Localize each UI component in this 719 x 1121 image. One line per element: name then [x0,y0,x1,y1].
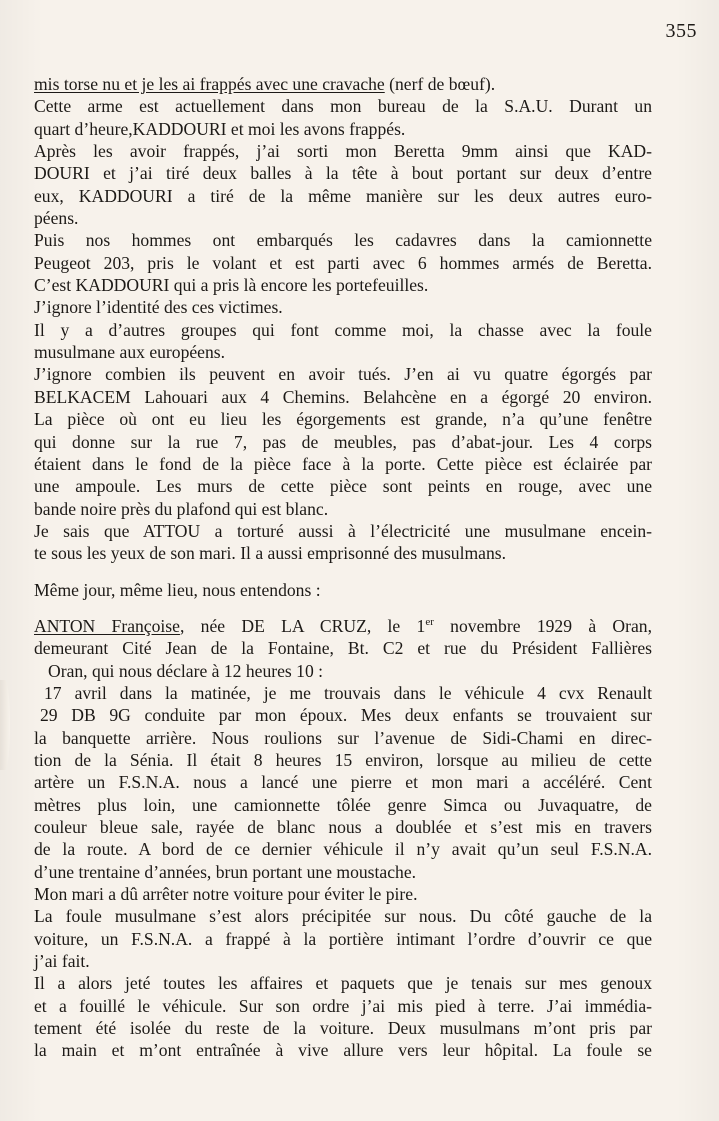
text-line [34,118,652,140]
line-text: J’ignore combien ils peuvent en avoir tués. J’en ai vu quatre égorgés par [34,364,652,385]
text-line [34,637,652,659]
line-text: tion de la Sénia. Il était 8 heures 15 environ, lorsque au milieu de cette [34,749,652,770]
line-text: eux, KADDOURI a tiré de la même manière sur les deux autres euro- [34,185,652,206]
text-line [34,274,652,296]
line-text: Même jour, même lieu, nous entendons : [34,579,321,600]
page-number: 355 [665,20,697,42]
text-line [34,771,652,793]
line-text: 29 DB 9G conduite par mon époux. Mes deux enfants se trouvaient sur [40,705,652,726]
text-line [34,905,652,927]
text-line [34,542,652,564]
line-text: DOURI et j’ai tiré deux balles à la tête à bout portant sur deux d’entre [34,163,652,184]
text-line [34,1039,652,1061]
line-text: et a fouillé le véhicule. Sur son ordre j’ai mis pied à terre. J’ai immédia- [34,995,652,1016]
text-line [34,185,652,207]
text-line [34,95,652,117]
text-line [34,660,652,682]
line-text: Oran, qui nous déclare à 12 heures 10 : [48,660,324,681]
text-line [34,794,652,816]
line-text: de la route. A bord de ce dernier véhicule il n’y avait qu’un seul F.S.N.A. [34,839,652,860]
line-text: voiture, un F.S.N.A. a frappé à la portière intimant l’ordre d’ouvrir ce que [34,928,652,949]
line-text: bande noire près du plafond qui est blanc. [34,498,329,519]
body-text [34,73,652,1062]
text-line [34,883,652,905]
paragraph-gap [34,601,652,615]
text-line [34,431,652,453]
line-text: La foule musulmane s’est alors précipitée sur nous. Du côté gauche de la [34,906,652,927]
text-line [34,319,652,341]
line-text: tement été isolée du reste de la voiture. Deux musulmans m’ont pris par [34,1018,652,1039]
text-line [34,207,652,229]
line-text: mètres plus loin, une camionnette tôlée genre Simca ou Juvaquatre, de [34,794,652,815]
text-line [34,386,652,408]
line-text: J’ignore l’identité des ces victimes. [34,297,283,318]
text-line [34,727,652,749]
line-text: 17 avril dans la matinée, je me trouvais dans le véhicule 4 cvx Renault [44,682,652,703]
text-line [34,408,652,430]
line-text: C’est KADDOURI qui a pris là encore les portefeuilles. [34,275,429,296]
line-text: Après les avoir frappés, j’ai sorti mon Beretta 9mm ainsi que KAD- [34,141,652,162]
line-text: demeurant Cité Jean de la Fontaine, Bt. C2 et rue du Président Fallières [34,638,652,659]
text-line [34,861,652,883]
text-line [34,615,652,637]
text-line [34,229,652,251]
line-text: Puis nos hommes ont embarqués les cadavres dans la camionnette [34,230,652,251]
line-text: artère un F.S.N.A. nous a lancé une pierre et mon mari a accéléré. Cent [34,772,652,793]
text-line [34,704,652,726]
line-text: qui donne sur la rue 7, pas de meubles, pas d’abat-jour. Les 4 corps [34,431,652,452]
text-line [34,838,652,860]
text-line [34,453,652,475]
text-line [34,296,652,318]
text-line [34,995,652,1017]
line-text: Il a alors jeté toutes les affaires et paquets que je tenais sur mes genoux [34,973,652,994]
line-text: , née DE LA CRUZ, le 1 [179,615,426,636]
line-text: étaient dans le fond de la pièce face à la porte. Cette pièce est éclairée par [34,453,652,474]
line-text: la main et m’ont entraînée à vive allure vers leur hôpital. La foule se [34,1040,652,1061]
text-line [34,972,652,994]
text-line [34,579,652,601]
line-text: péens. [34,208,79,229]
line-text: j’ai fait. [34,951,90,972]
line-text: une ampoule. Les murs de cette pièce sont peints en rouge, avec une [34,476,652,497]
line-text: Je sais que ATTOU a torturé aussi à l’électricité une musulmane encein- [34,520,652,541]
line-text: musulmane aux européens. [34,342,226,363]
text-line [34,682,652,704]
text-line [34,252,652,274]
superscript-text: er [425,615,434,628]
text-line [34,816,652,838]
line-text: BELKACEM Lahouari aux 4 Chemins. Belahcène en a égorgé 20 environ. [34,386,652,407]
line-text: Mon mari a dû arrêter notre voiture pour éviter le pire. [34,884,418,905]
text-line [34,140,652,162]
line-text: te sous les yeux de son mari. Il a aussi emprisonné des musulmans. [34,543,507,564]
paragraph-gap [34,565,652,579]
line-text: Peugeot 203, pris le volant et est parti avec 6 hommes armés de Beretta. [34,252,652,273]
text-line [34,950,652,972]
text-line [34,363,652,385]
line-text: la banquette arrière. Nous roulions sur l’avenue de Sidi-Chami en direc- [34,727,652,748]
text-line [34,520,652,542]
text-line [34,498,652,520]
text-line [34,749,652,771]
line-text: Cette arme est actuellement dans mon bureau de la S.A.U. Durant un [34,96,652,117]
line-text: couleur bleue sale, rayée de blanc nous a doublée et s’est mis en travers [34,817,652,837]
text-line [34,73,652,95]
text-line [34,162,652,184]
line-text: d’une trentaine d’années, brun portant une moustache. [34,861,417,882]
line-text: Il y a d’autres groupes qui font comme moi, la chasse avec la foule [34,319,652,340]
underlined-text: mis torse nu et je les ai frappés avec une cravache [34,74,385,94]
line-text: (nerf de bœuf). [384,74,496,94]
text-line [34,475,652,497]
line-text: novembre 1929 à Oran, [433,615,652,636]
line-text: La pièce où ont eu lieu les égorgements est grande, n’a qu’une fenêtre [34,409,652,430]
torn-paper-edge [0,680,10,770]
text-line [34,1017,652,1039]
line-text: quart d’heure,KADDOURI et moi les avons frappés. [34,118,406,139]
text-line [34,928,652,950]
underlined-text: ANTON Françoise [34,615,180,636]
text-line [34,341,652,363]
